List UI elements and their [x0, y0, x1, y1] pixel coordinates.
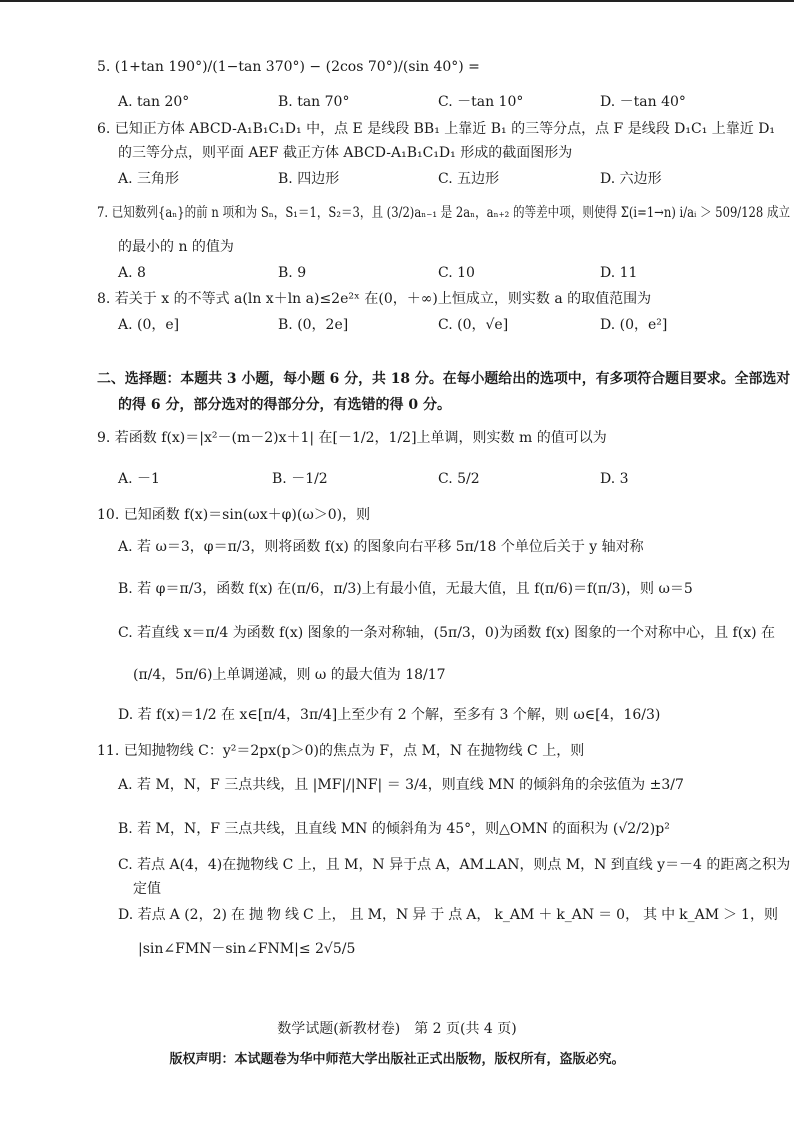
q10-option-c-line1: C. 若直线 x＝π/4 为函数 f(x) 图象的一条对称轴，(5π/3，0)为函数 f(x) 图象的一个对称中心，且 f(x) 在: [118, 625, 775, 641]
q11-d-token: 抛: [248, 907, 263, 923]
q11-d-token: 物: [266, 907, 281, 923]
q5-option-c: C. －tan 10°: [438, 94, 524, 110]
q6-option-d: D. 六边形: [600, 171, 662, 187]
q11-d-token: ＞: [723, 907, 738, 923]
q6-option-a: A. 三角形: [118, 171, 180, 187]
q11-d-token: C: [302, 907, 314, 923]
q11-d-token: 线: [284, 907, 299, 923]
q8-option-c: C. (0，√e]: [438, 317, 509, 333]
q10-stem: 10. 已知函数 f(x)＝sin(ωx＋φ)(ω＞0)，则: [97, 507, 371, 523]
q5-option-b: B. tan 70°: [278, 94, 350, 110]
q11-d-token: D. 若点: [118, 907, 166, 923]
q9-stem: 9. 若函数 f(x)＝|x²－(m－2)x＋1| 在[－1/2，1/2]上单调，则实数 m 的值可以为: [97, 430, 607, 446]
q11-d-token: ＋: [538, 907, 553, 923]
q11-option-d-line2: |sin∠FMN－sin∠FNM|≤ 2√5/5: [138, 941, 356, 957]
q11-d-token: 异: [412, 907, 427, 923]
q11-stem: 11. 已知抛物线 C：y²＝2px(p＞0)的焦点为 F，点 M，N 在抛物线 C 上，则: [97, 743, 585, 759]
q5-stem: 5. (1+tan 190°)/(1−tan 370°) − (2cos 70°)/(sin 40°) =: [97, 59, 480, 75]
page-footer-title: 数学试题(新教材卷) 第 2 页(共 4 页): [277, 1021, 517, 1037]
copyright-notice: 版权声明：本试题卷为华中师范大学出版社正式出版物，版权所有，盗版必究。: [169, 1052, 625, 1067]
section2-heading-line1: 二、选择题：本题共 3 小题，每小题 6 分，共 18 分。在每小题给出的选项中，有多项符合题目要求。全部选对: [97, 371, 791, 387]
q7-line2: 的最小的 n 的值为: [118, 239, 234, 255]
q11-d-token: 0，: [616, 907, 640, 923]
q11-d-token: 在: [230, 907, 245, 923]
q8-option-b: B. (0，2e]: [278, 317, 349, 333]
q11-d-token: 其: [643, 907, 658, 923]
q10-option-c-line2: (π/4，5π/6)上单调递减，则 ω 的最大值为 18/17: [133, 667, 446, 683]
q6-line2: 的三等分点，则平面 AEF 截正方体 ABCD-A₁B₁C₁D₁ 形成的截面图形为: [118, 145, 573, 161]
q7-option-d: D. 11: [600, 265, 638, 281]
q7-line1: 7. 已知数列{aₙ}的前 n 项和为 Sₙ，S₁＝1，S₂＝3，且 (3/2)aₙ₋₁ 是 2aₙ，aₙ₊₂ 的等差中项，则使得 Σ(i=1→n) i/aᵢ ＞ 509/128 成立: [97, 205, 791, 221]
q9-option-b: B. －1/2: [272, 471, 328, 487]
q11-d-token: 点: [448, 907, 463, 923]
q5-option-a: A. tan 20°: [118, 94, 190, 110]
q8-option-a: A. (0，e]: [118, 317, 180, 333]
q11-option-a: A. 若 M，N，F 三点共线，且 |MF|/|NF| ＝ 3/4，则直线 MN 的倾斜角的余弦值为 ±3/7: [118, 777, 684, 793]
q6-option-b: B. 四边形: [278, 171, 340, 187]
q11-option-d-line1: [118, 906, 778, 924]
q7-option-a: A. 8: [118, 265, 146, 281]
q11-d-token: 1，则: [741, 907, 778, 923]
q11-d-token: A (2，2): [169, 907, 227, 923]
q11-d-token: 上，: [317, 907, 346, 923]
q11-d-token: k_AN: [556, 907, 595, 923]
q11-d-token: 于: [430, 907, 445, 923]
q9-option-a: A. －1: [118, 471, 160, 487]
q10-option-a: A. 若 ω＝3，φ＝π/3，则将函数 f(x) 的图象向右平移 5π/18 个单位后关于 y 轴对称: [118, 539, 644, 555]
q11-d-token: ＝: [598, 907, 613, 923]
section2-heading-line2: 的得 6 分，部分选对的得部分分，有选错的得 0 分。: [118, 397, 451, 413]
q8-stem: 8. 若关于 x 的不等式 a(ln x＋ln a)≤2e²ˣ 在(0，＋∞)上恒成立，则实数 a 的取值范围为: [97, 291, 652, 307]
q11-option-c-line2: 定值: [133, 881, 161, 897]
q10-option-d: D. 若 f(x)＝1/2 在 x∈[π/4，3π/4]上至少有 2 个解，至多有 3 个解，则 ω∈[4，16/3): [118, 707, 661, 723]
q7-option-c: C. 10: [438, 265, 475, 281]
q8-option-d: D. (0，e²]: [600, 317, 668, 333]
q5-option-d: D. －tan 40°: [600, 94, 686, 110]
q9-option-d: D. 3: [600, 471, 629, 487]
q11-option-c-line1: C. 若点 A(4，4)在抛物线 C 上，且 M，N 异于点 A，AM⊥AN，则点 M，N 到直线 y＝－4 的距离之积为: [118, 857, 791, 873]
q7-option-b: B. 9: [278, 265, 307, 281]
q11-d-token: A，: [466, 907, 491, 923]
q6-option-c: C. 五边形: [438, 171, 500, 187]
q6-line1: 6. 已知正方体 ABCD-A₁B₁C₁D₁ 中，点 E 是线段 BB₁ 上靠近 B₁ 的三等分点，点 F 是线段 D₁C₁ 上靠近 D₁: [97, 121, 776, 137]
q11-option-b: B. 若 M，N，F 三点共线，且直线 MN 的倾斜角为 45°，则△OMN 的面积为 (√2/2)p²: [118, 821, 670, 837]
q11-d-token: M，N: [367, 907, 409, 923]
q11-d-token: 中: [661, 907, 676, 923]
q11-d-token: k_AM: [679, 907, 720, 923]
q10-option-b: B. 若 φ＝π/3，函数 f(x) 在(π/6，π/3)上有最小值，无最大值，且 f(π/6)＝f(π/3)，则 ω＝5: [118, 581, 693, 597]
q11-d-token: 且: [349, 907, 364, 923]
q9-option-c: C. 5/2: [438, 471, 480, 487]
q11-d-token: k_AM: [494, 907, 535, 923]
